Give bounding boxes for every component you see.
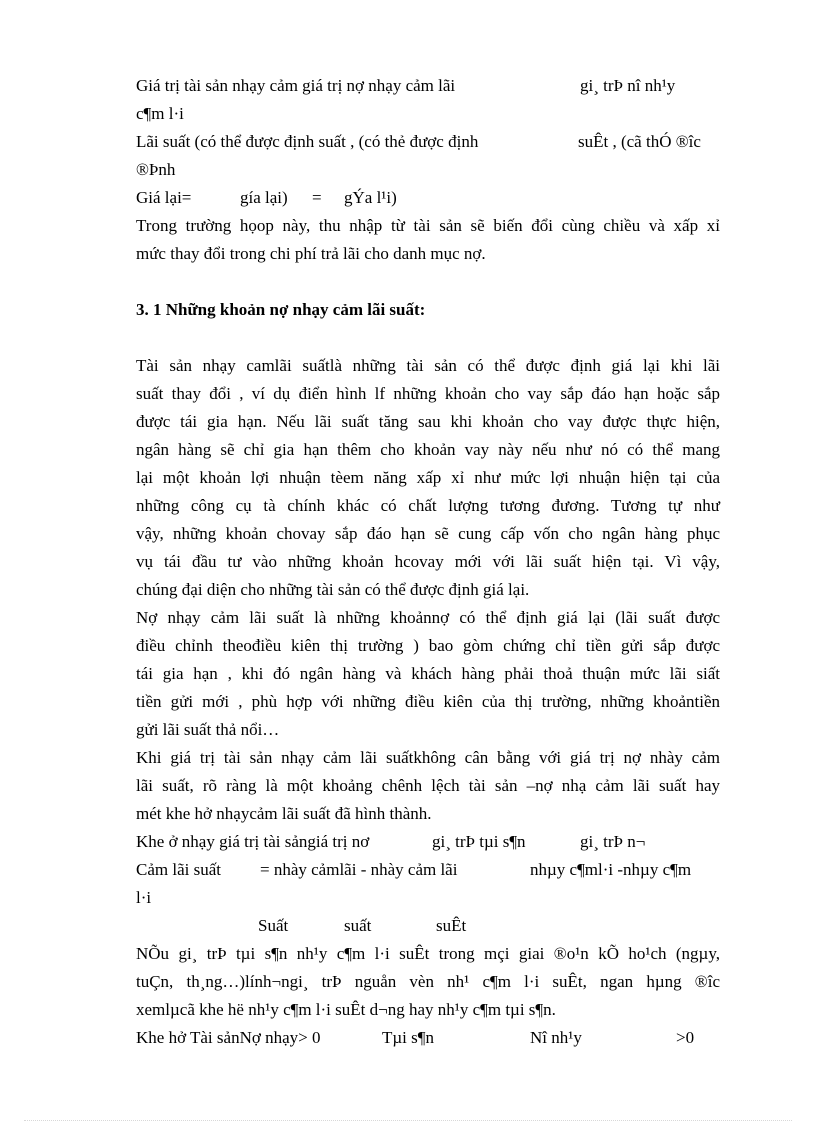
formula-text: Cảm lãi suất (136, 860, 221, 879)
text-line: ®Þnh (136, 160, 176, 179)
formula-text: gi¸ trÞ n¬ (580, 832, 646, 851)
formula-text: Nî nh¹y (530, 1028, 582, 1047)
text-fragment: = (312, 188, 322, 207)
paragraph-line: vậy, những khoản chovay sắp đáo hạn sẽ cung cấp vốn cho ngân hàng phục (136, 524, 720, 543)
text-line: c¶m l·i (136, 104, 184, 123)
formula-text: gi¸ trÞ tµi s¶n (432, 832, 526, 851)
paragraph-line: vụ tái đầu tư vào những khoản hcovay mới với lãi suất hiện tại. Vì vậy, (136, 552, 720, 571)
formula-text: Tµi s¶n (382, 1028, 434, 1047)
formula-text: suất (344, 916, 372, 935)
formula-text: Khe ở nhạy giá trị tài sảngiá trị nơ (136, 832, 370, 851)
formula-text: suÊt (436, 916, 467, 935)
paragraph-line: chúng đại diện cho những tài sản có thể được định giá lại. (136, 580, 530, 599)
paragraph-line: lại một khoản lợi nhuận tèem năng xấp xỉ như mức lợi nhuận hiện tại của (136, 468, 720, 487)
paragraph-line: ngân hàng sẽ chỉ gia hạn thêm cho khoản vay này nếu như nó có thể mang (136, 440, 720, 459)
paragraph-line: mức thay đổi trong chi phí trả lãi cho danh mục nợ. (136, 244, 486, 263)
paragraph-line: xemlµcã khe hë nh¹y c¶m l·i suÊt d¬ng hay nh¹y c¶m tµi s¶n. (136, 1000, 556, 1019)
paragraph-line: những công cụ tà chính khác có chất lượng tương đương. Tương tự như (136, 496, 720, 515)
paragraph-line: Tài sản nhạy camlãi suấtlà những tài sản có thể được định giá lại khi lãi (136, 356, 720, 375)
paragraph-line: tái gia hạn , khi đó ngân hàng và khách hàng phải thoả thuận mức lãi siất (136, 664, 720, 683)
paragraph-line: Nợ nhạy cảm lãi suất là những khoảnnợ có thể định giá lại (lãi suất được (136, 608, 720, 627)
text-fragment: Giá lại= (136, 188, 192, 207)
paragraph-line: lãi suất, rõ ràng là một khoảng chênh lệch tài sản –nợ nhạ cảm lãi suất hay (136, 776, 720, 795)
formula-text: nhµy c¶ml·i -nhµy c¶m (530, 860, 692, 879)
formula-text: = nhày cảmlãi - nhày cảm lãi (260, 860, 458, 879)
formula-row: l·i (136, 888, 152, 907)
formula-text: Khe hở Tài sảnNợ nhạy> 0 (136, 1028, 321, 1047)
paragraph-line: Khi giá trị tài sản nhạy cảm lãi suấtkhông cân bằng với giá trị nợ nhày cảm (136, 748, 720, 767)
paragraph-line: NÕu gi¸ trÞ tµi s¶n nh¹y c¶m l·i suÊt trong mçi giai ®o¹n kÕ ho¹ch (ngµy, (136, 944, 720, 963)
formula-text: >0 (676, 1028, 695, 1047)
text-fragment: suÊt , (cã thÓ ®îc (578, 132, 701, 151)
paragraph-line: suất thay đổi , ví dụ điển hình lf những khoản cho vay sắp đáo hạn hoặc sắp (136, 384, 720, 403)
paragraph-line: tuÇn, th¸ng…)lính¬ngi¸ trÞ nguån vèn nh¹ c¶m l·i suÊt, ngan hµng ®îc (136, 972, 720, 991)
text-fragment: Lãi suất (có thể được định suất , (có thẻ được định (136, 132, 479, 151)
text-fragment: gi¸ trÞ nî nh¹y (580, 76, 676, 95)
text-fragment: Giá trị tài sản nhạy cảm giá trị nợ nhạy cảm lãi (136, 76, 456, 95)
page-bottom-divider (24, 1120, 792, 1121)
paragraph-line: tiền gửi mới , phù hợp với những điều kiên của thị trường, những khoảntiền (136, 692, 720, 711)
paragraph-line: Trong trường họop này, thu nhập từ tài sản sẽ biến đổi cùng chiều và xấp xỉ (136, 216, 720, 235)
paragraph-line: được tái gia hạn. Nếu lãi suất tăng sau khi khoản cho vay được thực hiện, (136, 412, 720, 431)
formula-text: Suất (258, 916, 289, 935)
paragraph-line: gửi lãi suất thả nổi… (136, 720, 280, 739)
text-fragment: gÝa l¹i) (344, 188, 397, 207)
section-heading: 3. 1 Những khoản nợ nhạy cảm lãi suất: (136, 300, 426, 319)
text-fragment: gía lại) (240, 188, 288, 207)
paragraph-line: điều chỉnh theođiều kiên thị trường ) bao gòm chứng chỉ tiền gửi sắp được (136, 636, 720, 655)
paragraph-line: mét khe hở nhạycảm lãi suất đã hình thành. (136, 804, 432, 823)
